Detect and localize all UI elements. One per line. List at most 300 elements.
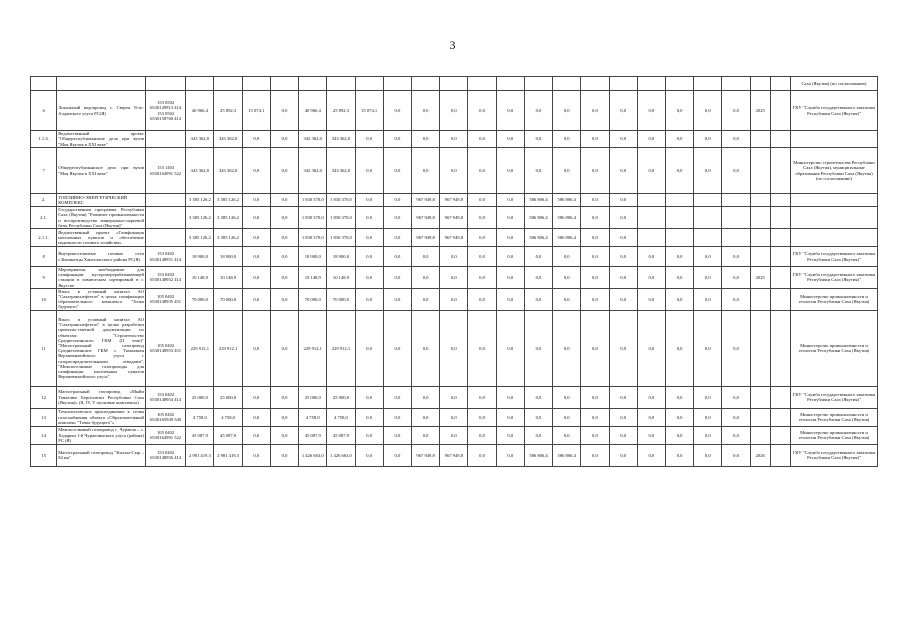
- value-cell: 0,0: [270, 148, 298, 194]
- value-cell: 0,0: [355, 288, 383, 310]
- value-cell: 0,0: [496, 310, 524, 386]
- value-cell: [665, 194, 693, 207]
- value-cell: 0,0: [524, 131, 552, 148]
- value-cell: 0,0: [355, 267, 383, 289]
- value-cell: 0,0: [694, 148, 722, 194]
- value-cell: 40 966,4: [186, 91, 214, 131]
- value-cell: 0,0: [412, 386, 440, 408]
- value-cell: 0,0: [496, 408, 524, 426]
- value-cell: 0,0: [412, 91, 440, 131]
- value-cell: 0,0: [496, 148, 524, 194]
- value-cell: 0,0: [355, 444, 383, 466]
- value-cell: 0,0: [722, 426, 750, 444]
- responsible-cell: [790, 131, 877, 148]
- value-cell: [665, 207, 693, 229]
- value-cell: 2 981 419,3: [214, 444, 242, 466]
- value-cell: 25 892,3: [327, 91, 355, 131]
- value-cell: 0,0: [270, 229, 298, 247]
- value-cell: 0,0: [581, 194, 609, 207]
- value-cell: 0,0: [412, 247, 440, 267]
- value-cell: 0,0: [468, 288, 496, 310]
- value-cell: 4 758,0: [214, 408, 242, 426]
- value-cell: [214, 77, 242, 91]
- value-cell: [750, 148, 770, 194]
- value-cell: 0,0: [609, 426, 637, 444]
- value-cell: 0,0: [553, 386, 581, 408]
- value-cell: 0,0: [270, 267, 298, 289]
- value-cell: 0,0: [242, 207, 270, 229]
- value-cell: 0,0: [440, 310, 468, 386]
- value-cell: [609, 77, 637, 91]
- value-cell: 0,0: [383, 310, 411, 386]
- value-cell: [553, 77, 581, 91]
- value-cell: 0,0: [440, 426, 468, 444]
- value-cell: 0,0: [722, 148, 750, 194]
- value-cell: [750, 77, 770, 91]
- value-cell: [750, 229, 770, 247]
- value-cell: [637, 207, 665, 229]
- budget-code-cell: [145, 207, 185, 229]
- value-cell: [750, 131, 770, 148]
- value-cell: [581, 77, 609, 91]
- value-cell: [665, 229, 693, 247]
- value-cell: 0,0: [383, 408, 411, 426]
- value-cell: 0,0: [722, 310, 750, 386]
- value-cell: 10 148,9: [214, 267, 242, 289]
- value-cell: 3 385 126,2: [214, 207, 242, 229]
- row-number-cell: 2.1.1.: [31, 229, 57, 247]
- responsible-cell: ГКУ "Служба государственного заказчика Республики Саха (Якутия)": [790, 91, 877, 131]
- value-cell: 0,0: [270, 444, 298, 466]
- row-name-cell: Общереспубликанское дело при вузов "Моя Якутия в XXI веке": [57, 148, 146, 194]
- value-cell: 0,0: [468, 148, 496, 194]
- value-cell: 0,0: [665, 288, 693, 310]
- value-cell: 0,0: [609, 444, 637, 466]
- row-number-cell: 8: [31, 247, 57, 267]
- value-cell: [722, 194, 750, 207]
- value-cell: 0,0: [581, 408, 609, 426]
- value-cell: 0,0: [355, 386, 383, 408]
- value-cell: 0,0: [468, 386, 496, 408]
- value-cell: 0,0: [609, 267, 637, 289]
- value-cell: 0,0: [412, 288, 440, 310]
- budget-code-cell: [145, 77, 185, 91]
- value-cell: 0,0: [270, 426, 298, 444]
- value-cell: 0,0: [412, 148, 440, 194]
- value-cell: 45 087,9: [186, 426, 214, 444]
- budget-code-cell: [145, 229, 185, 247]
- value-cell: 0,0: [355, 310, 383, 386]
- value-cell: 0,0: [242, 386, 270, 408]
- value-cell: 0,0: [694, 408, 722, 426]
- value-cell: 0,0: [665, 131, 693, 148]
- value-cell: 25 000,0: [214, 386, 242, 408]
- value-cell: 45 087,9: [214, 426, 242, 444]
- row-name-cell: Технологическое присоединение к сетям газоснабжения объекта «Образовательный комплекс "Точка будущего"»: [58, 409, 144, 425]
- value-cell: 0,0: [355, 148, 383, 194]
- value-cell: 0,0: [722, 288, 750, 310]
- value-cell: 0,0: [270, 207, 298, 229]
- value-cell: 18 900,0: [299, 247, 327, 267]
- value-cell: 45 087,9: [327, 426, 355, 444]
- value-cell: 25 000,0: [299, 386, 327, 408]
- row-name-cell: ТОПЛИВНО-ЭНЕРГЕТИЧЕСКИЙ КОМПЛЕКС: [57, 194, 146, 207]
- value-cell: 0,0: [694, 91, 722, 131]
- value-cell: [637, 77, 665, 91]
- value-cell: 0,0: [581, 148, 609, 194]
- value-cell: 0,0: [553, 247, 581, 267]
- budget-code-cell: [145, 194, 185, 207]
- value-cell: 0,0: [609, 131, 637, 148]
- value-cell: 0,0: [524, 288, 552, 310]
- value-cell: 0,0: [637, 444, 665, 466]
- responsible-cell: [790, 229, 877, 247]
- value-cell: 0,0: [383, 386, 411, 408]
- value-cell: 1 426 663,0: [327, 444, 355, 466]
- value-cell: [722, 229, 750, 247]
- value-cell: 70 000,0: [299, 288, 327, 310]
- row-number-cell: 15: [31, 444, 57, 466]
- value-cell: [496, 77, 524, 91]
- value-cell: 586 806,4: [553, 229, 581, 247]
- table-row: [31, 91, 878, 131]
- value-cell: 0,0: [242, 267, 270, 289]
- value-cell: 0,0: [665, 91, 693, 131]
- budget-code-cell: 153 0402 6530148952 414: [145, 267, 185, 289]
- row-number-cell: 14: [31, 426, 57, 444]
- value-cell: 3 385 126,2: [214, 194, 242, 207]
- value-cell: 0,0: [637, 426, 665, 444]
- row-number-cell: 12: [31, 386, 57, 408]
- value-cell: 0,0: [355, 408, 383, 426]
- value-cell: 0,0: [496, 207, 524, 229]
- value-cell: 0,0: [242, 131, 270, 148]
- value-cell: 0,0: [665, 310, 693, 386]
- value-cell: 586 806,4: [524, 194, 552, 207]
- value-cell: 1 830 370,0: [327, 194, 355, 207]
- value-cell: 967 949,8: [440, 229, 468, 247]
- value-cell: 10 148,9: [327, 267, 355, 289]
- value-cell: 0,0: [637, 288, 665, 310]
- value-cell: 0,0: [637, 386, 665, 408]
- value-cell: [770, 91, 790, 131]
- value-cell: 0,0: [581, 267, 609, 289]
- value-cell: 0,0: [581, 288, 609, 310]
- table-row: [31, 131, 878, 148]
- value-cell: 2026: [750, 444, 770, 466]
- value-cell: 0,0: [383, 288, 411, 310]
- value-cell: 586 806,4: [524, 444, 552, 466]
- value-cell: 0,0: [270, 310, 298, 386]
- value-cell: 0,0: [665, 267, 693, 289]
- value-cell: [440, 77, 468, 91]
- value-cell: [694, 77, 722, 91]
- value-cell: 343 362,0: [214, 148, 242, 194]
- value-cell: 0,0: [496, 229, 524, 247]
- value-cell: 0,0: [270, 288, 298, 310]
- value-cell: 0,0: [440, 408, 468, 426]
- value-cell: 0,0: [383, 444, 411, 466]
- value-cell: 0,0: [242, 444, 270, 466]
- value-cell: 967 949,8: [412, 207, 440, 229]
- value-cell: [770, 310, 790, 386]
- value-cell: 343 362,0: [299, 131, 327, 148]
- value-cell: 0,0: [637, 131, 665, 148]
- value-cell: 0,0: [355, 247, 383, 267]
- value-cell: [770, 267, 790, 289]
- value-cell: [770, 426, 790, 444]
- row-name-cell: Мероприятия, необходимые для газификации мусороперерабатывающей станции в химическом сортировкой в г. Якутске: [58, 267, 144, 288]
- value-cell: [750, 310, 770, 386]
- value-cell: 0,0: [355, 131, 383, 148]
- value-cell: 0,0: [242, 247, 270, 267]
- value-cell: 0,0: [609, 310, 637, 386]
- value-cell: 0,0: [242, 194, 270, 207]
- value-cell: 0,0: [355, 194, 383, 207]
- value-cell: 0,0: [694, 426, 722, 444]
- financing-table: [30, 76, 878, 467]
- row-name-cell: [57, 77, 146, 91]
- value-cell: 4 758,0: [186, 408, 214, 426]
- value-cell: 0,0: [524, 148, 552, 194]
- row-number-cell: 1.1.4.: [31, 131, 57, 148]
- value-cell: 0,0: [383, 91, 411, 131]
- value-cell: [770, 131, 790, 148]
- value-cell: 0,0: [524, 247, 552, 267]
- value-cell: 45 087,9: [299, 426, 327, 444]
- value-cell: 70 000,0: [186, 288, 214, 310]
- value-cell: 0,0: [581, 207, 609, 229]
- value-cell: 0,0: [581, 386, 609, 408]
- value-cell: 0,0: [496, 91, 524, 131]
- responsible-cell: Министерство промышленности и геологии Республики Саха (Якутия): [790, 310, 877, 386]
- value-cell: [665, 77, 693, 91]
- table-row: [31, 408, 878, 426]
- responsible-cell: ГКУ "Служба государственного заказчика Республики Саха (Якутия)": [790, 386, 877, 408]
- row-name-cell: Локальный водопровод с. Сюрен Усть-Алданского улуса РС(Я): [57, 91, 146, 131]
- value-cell: 0,0: [496, 267, 524, 289]
- row-number-cell: 2.: [31, 194, 57, 207]
- value-cell: 0,0: [694, 386, 722, 408]
- value-cell: 0,0: [355, 426, 383, 444]
- row-number-cell: 2.1.: [31, 207, 57, 229]
- value-cell: 0,0: [440, 386, 468, 408]
- value-cell: 0,0: [524, 408, 552, 426]
- value-cell: 1 830 370,0: [327, 207, 355, 229]
- value-cell: 0,0: [609, 386, 637, 408]
- value-cell: 0,0: [440, 288, 468, 310]
- value-cell: 0,0: [468, 207, 496, 229]
- budget-code-cell: [145, 131, 185, 148]
- value-cell: 967 949,8: [412, 444, 440, 466]
- value-cell: 15 074,1: [242, 91, 270, 131]
- page-number: 3: [449, 38, 456, 52]
- value-cell: 0,0: [440, 91, 468, 131]
- value-cell: 3 385 126,2: [186, 207, 214, 229]
- value-cell: 25 892,3: [214, 91, 242, 131]
- value-cell: 0,0: [609, 288, 637, 310]
- value-cell: [770, 229, 790, 247]
- value-cell: 0,0: [722, 444, 750, 466]
- value-cell: 0,0: [694, 267, 722, 289]
- value-cell: 0,0: [665, 386, 693, 408]
- value-cell: 0,0: [722, 386, 750, 408]
- value-cell: 0,0: [412, 408, 440, 426]
- value-cell: 0,0: [468, 247, 496, 267]
- value-cell: 0,0: [383, 426, 411, 444]
- value-cell: 3 385 126,2: [186, 194, 214, 207]
- value-cell: [770, 194, 790, 207]
- value-cell: 18 900,0: [186, 247, 214, 267]
- value-cell: [694, 194, 722, 207]
- value-cell: 0,0: [694, 247, 722, 267]
- value-cell: 0,0: [637, 148, 665, 194]
- value-cell: 0,0: [412, 426, 440, 444]
- value-cell: 18 900,0: [327, 247, 355, 267]
- value-cell: 0,0: [722, 247, 750, 267]
- value-cell: 0,0: [242, 310, 270, 386]
- table-row: [31, 148, 878, 194]
- value-cell: 229 912,1: [214, 310, 242, 386]
- value-cell: [770, 207, 790, 229]
- value-cell: 0,0: [637, 91, 665, 131]
- responsible-cell: Министерство промышленности и геологии Республики Саха (Якутия): [790, 408, 877, 426]
- value-cell: 0,0: [468, 310, 496, 386]
- value-cell: 0,0: [496, 131, 524, 148]
- row-name-cell: Ведомственный проект "Общереспубликанские дела при вузов "Моя Якутия в XXI веке": [58, 131, 144, 147]
- value-cell: 0,0: [440, 267, 468, 289]
- value-cell: 0,0: [581, 426, 609, 444]
- table-row: [31, 444, 878, 466]
- value-cell: 967 949,8: [412, 194, 440, 207]
- value-cell: 0,0: [383, 194, 411, 207]
- value-cell: [770, 288, 790, 310]
- value-cell: [186, 77, 214, 91]
- value-cell: 0,0: [468, 229, 496, 247]
- value-cell: 70 000,0: [214, 288, 242, 310]
- value-cell: 0,0: [581, 229, 609, 247]
- value-cell: 0,0: [524, 91, 552, 131]
- value-cell: [637, 194, 665, 207]
- value-cell: 0,0: [609, 207, 637, 229]
- row-number-cell: 6: [31, 91, 57, 131]
- value-cell: 4 758,0: [327, 408, 355, 426]
- table-row: [31, 426, 878, 444]
- value-cell: 0,0: [609, 247, 637, 267]
- row-name-cell: Взнос в уставный капитал АО "Сахатранснефтегаз" в целях газификации образовательного комплекса "Точка будущего": [58, 288, 144, 310]
- value-cell: 0,0: [412, 131, 440, 148]
- row-number-cell: 9: [31, 267, 57, 289]
- row-number-cell: 13: [31, 408, 57, 426]
- value-cell: 0,0: [524, 267, 552, 289]
- value-cell: 967 949,8: [440, 207, 468, 229]
- value-cell: 0,0: [440, 131, 468, 148]
- budget-code-cell: 153 0402 6530148956 414: [145, 444, 185, 466]
- budget-code-cell: 153 0502 6530149913 414 153 0502 6530158760 414: [145, 91, 185, 131]
- responsible-cell: Министерство строительства Республики Саха (Якутия), муниципальные образования Республики Саха (Якутия) (по согласованию): [790, 148, 877, 194]
- value-cell: 229 912,1: [327, 310, 355, 386]
- value-cell: 0,0: [524, 310, 552, 386]
- budget-code-cell: 153 1403 6530164991 522: [145, 148, 185, 194]
- value-cell: [750, 247, 770, 267]
- value-cell: 2025: [750, 91, 770, 131]
- value-cell: 0,0: [383, 267, 411, 289]
- value-cell: 343 362,0: [299, 148, 327, 194]
- value-cell: [770, 247, 790, 267]
- value-cell: 343 362,0: [327, 131, 355, 148]
- responsible-cell: ГКУ "Служба государственного заказчика Республики Саха (Якутия)": [790, 444, 877, 466]
- table-row: [31, 229, 878, 247]
- value-cell: 0,0: [468, 408, 496, 426]
- value-cell: 0,0: [355, 229, 383, 247]
- value-cell: 0,0: [496, 247, 524, 267]
- value-cell: 1 830 370,0: [299, 207, 327, 229]
- value-cell: 0,0: [468, 194, 496, 207]
- value-cell: [327, 77, 355, 91]
- value-cell: 0,0: [270, 247, 298, 267]
- value-cell: 586 806,4: [524, 207, 552, 229]
- value-cell: [770, 148, 790, 194]
- value-cell: 0,0: [694, 288, 722, 310]
- value-cell: 0,0: [722, 91, 750, 131]
- value-cell: 0,0: [665, 444, 693, 466]
- value-cell: 0,0: [722, 131, 750, 148]
- table-row: [31, 247, 878, 267]
- row-name-cell: Взнос в уставный капитал АО "Сахатранснефтегаз" в целях разработки проектно-сметной документации по объектам: "Строительство Среднетатинского ГКМ (II этап)" "Магистральный газопровод Среднетатинское ГКМ с. Тамалакан Верхневилюйского улуса с газораспределительными отводами", "Межпоселковые газопроводы для газификации населенных пунктов Верхневилюйского улуса": [57, 310, 146, 386]
- row-number-cell: [31, 77, 57, 91]
- value-cell: [412, 77, 440, 91]
- value-cell: 343 362,0: [214, 131, 242, 148]
- value-cell: 1 830 370,0: [299, 229, 327, 247]
- value-cell: 0,0: [468, 444, 496, 466]
- value-cell: 0,0: [383, 131, 411, 148]
- value-cell: 1 830 370,0: [299, 194, 327, 207]
- row-number-cell: 11: [31, 310, 57, 386]
- table-row: [31, 288, 878, 310]
- table-row: [31, 267, 878, 289]
- responsible-cell: [790, 194, 877, 207]
- value-cell: 0,0: [609, 408, 637, 426]
- value-cell: 0,0: [412, 267, 440, 289]
- value-cell: 0,0: [383, 229, 411, 247]
- value-cell: 25 000,0: [186, 386, 214, 408]
- value-cell: 0,0: [524, 386, 552, 408]
- value-cell: 0,0: [581, 310, 609, 386]
- value-cell: 0,0: [355, 207, 383, 229]
- value-cell: 0,0: [383, 207, 411, 229]
- value-cell: [355, 77, 383, 91]
- value-cell: 0,0: [468, 426, 496, 444]
- value-cell: 25 000,0: [327, 386, 355, 408]
- table-row: [31, 207, 878, 229]
- value-cell: [299, 77, 327, 91]
- row-name-cell: Государственная программа Республики Саха (Якутия) "Развитие промышленности и воспроизводство минерально-сырьевой базы Республики Саха (Якутия)": [58, 207, 144, 228]
- row-name-cell: Ведомственный проект «Газификация населенных пунктов и обеспечение надежности газового хозяйства»: [58, 229, 144, 246]
- value-cell: 0,0: [609, 194, 637, 207]
- value-cell: [694, 207, 722, 229]
- value-cell: 0,0: [722, 408, 750, 426]
- responsible-cell: Саха (Якутия) (по согласованию): [790, 77, 877, 91]
- value-cell: [750, 288, 770, 310]
- responsible-cell: ГКУ "Служба государственного заказчика Республики Саха (Якутия)": [790, 247, 877, 267]
- value-cell: 0,0: [637, 247, 665, 267]
- value-cell: 18 900,0: [214, 247, 242, 267]
- value-cell: 0,0: [581, 247, 609, 267]
- value-cell: 0,0: [440, 148, 468, 194]
- value-cell: 0,0: [609, 91, 637, 131]
- value-cell: 15 074,1: [355, 91, 383, 131]
- value-cell: 0,0: [270, 386, 298, 408]
